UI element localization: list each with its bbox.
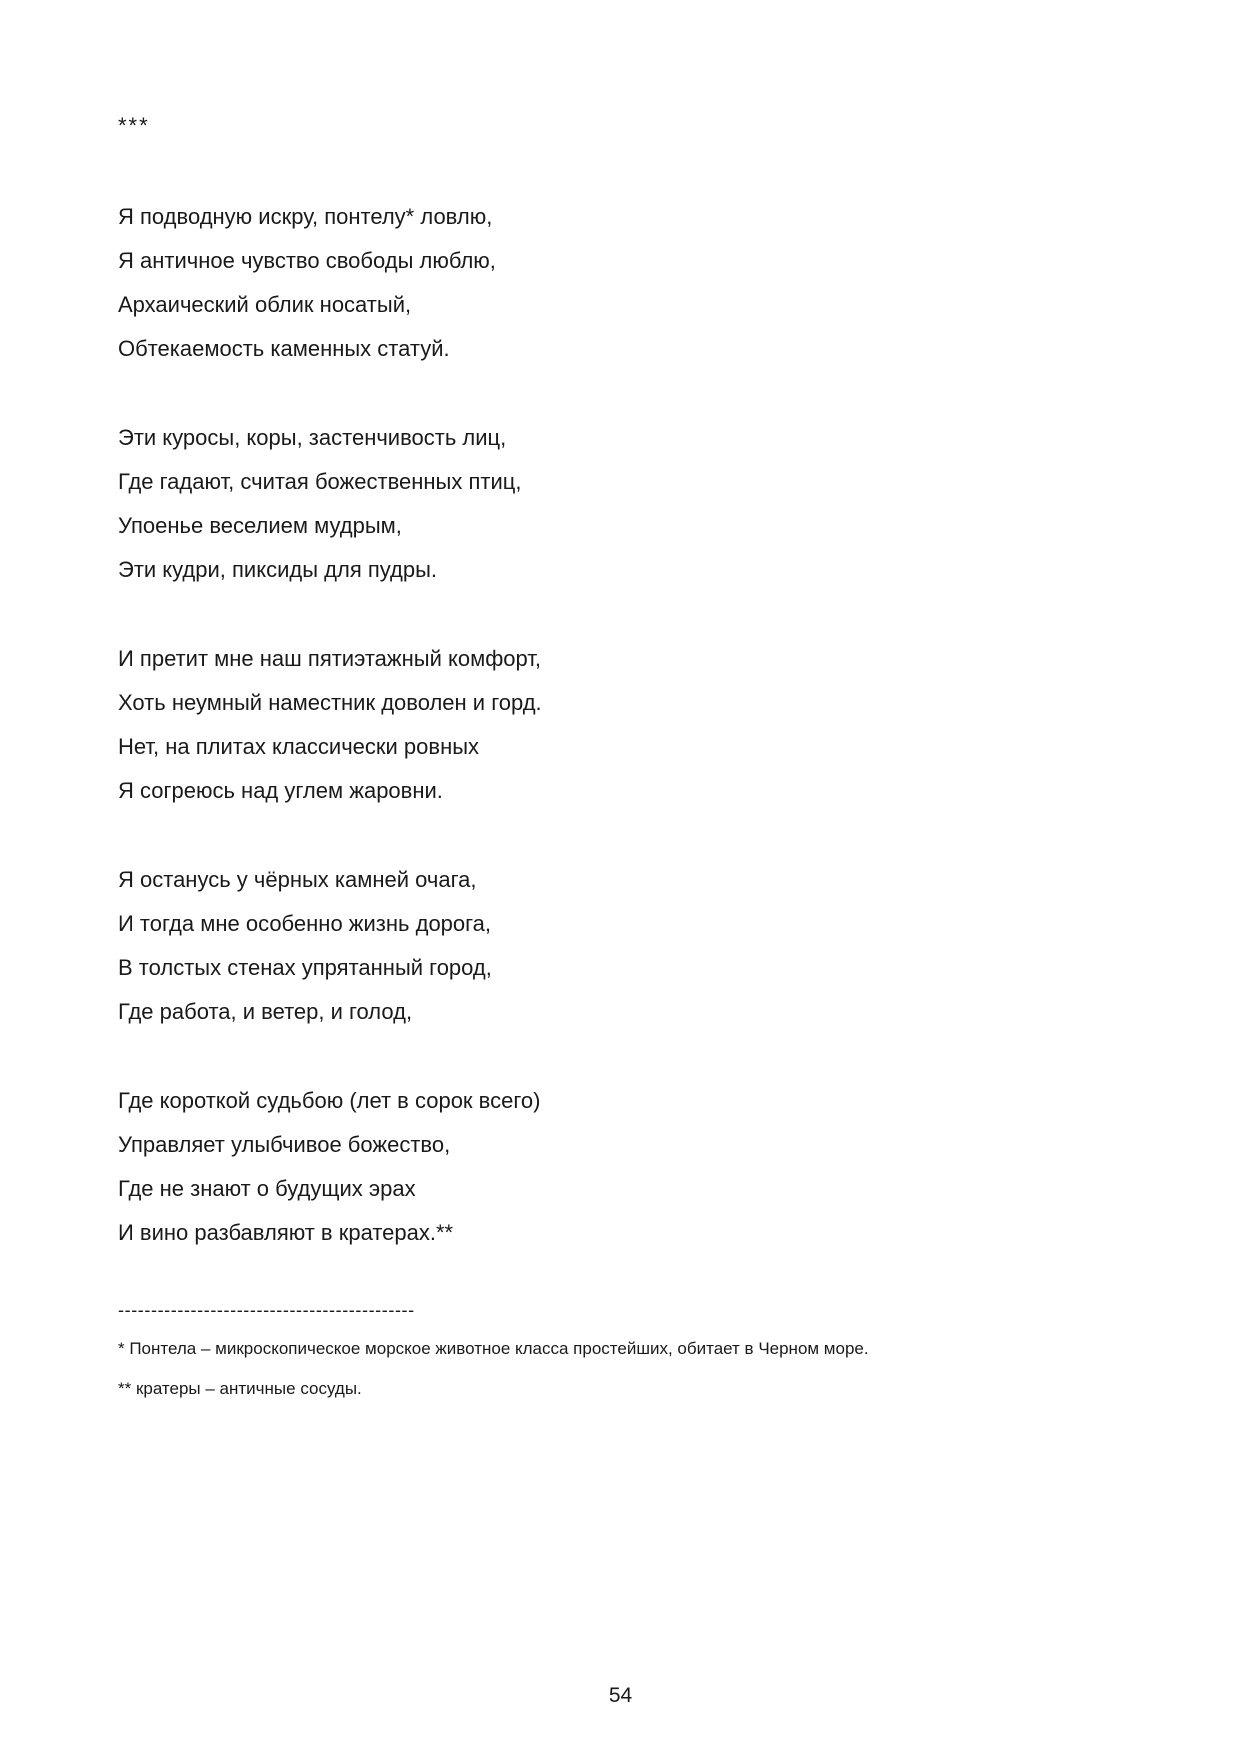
stanza-5 [118, 1086, 1118, 1262]
poem-line: В толстых стенах упрятанный город, [118, 955, 492, 980]
stanza-1 [118, 202, 1118, 378]
poem-body [118, 202, 1118, 1307]
poem-line: Где короткой судьбою (лет в сорок всего) [118, 1088, 541, 1113]
poem-line: И тогда мне особенно жизнь дорога, [118, 911, 492, 936]
poem-line: Архаический облик носатый, [118, 292, 412, 317]
poem-line: Я подводную искру, понтелу* ловлю, [118, 204, 493, 229]
page-number: 54 [608, 1684, 633, 1707]
poem-line: Обтекаемость каменных статуй. [118, 336, 450, 361]
footnote-item: * Понтела – микроскопическое морское животное класса простейших, обитает в Черном море. [118, 1339, 869, 1358]
poem-line: Управляет улыбчивое божество, [118, 1132, 451, 1157]
section-ornament: *** [118, 113, 150, 138]
poem-line: Эти кудри, пиксиды для пудры. [118, 557, 438, 582]
poem-line: И претит мне наш пятиэтажный комфорт, [118, 646, 542, 671]
poem-line: Я античное чувство свободы люблю, [118, 248, 496, 273]
poem-line: Упоенье веселием мудрым, [118, 513, 402, 538]
stanza-3 [118, 644, 1118, 820]
poem-line: Я останусь у чёрных камней очага, [118, 867, 477, 892]
poem-line: Где не знают о будущих эрах [118, 1176, 416, 1201]
footnote-separator: --------------------------------------------- [118, 1300, 415, 1320]
stanza-4 [118, 865, 1118, 1041]
poem-line: Эти куросы, коры, застенчивость лиц, [118, 425, 507, 450]
stanza-2 [118, 423, 1118, 599]
poem-line: Где работа, и ветер, и голод, [118, 999, 413, 1024]
poem-line: Где гадают, считая божественных птиц, [118, 469, 522, 494]
poem-line: Хоть неумный наместник доволен и горд. [118, 690, 542, 715]
poem-line: Я согреюсь над углем жаровни. [118, 778, 443, 803]
footnotes [118, 1338, 1168, 1418]
poem-line: И вино разбавляют в кратерах.** [118, 1220, 454, 1245]
poem-line: Нет, на плитах классически ровных [118, 734, 480, 759]
footnote-item: ** кратеры – античные сосуды. [118, 1379, 362, 1398]
